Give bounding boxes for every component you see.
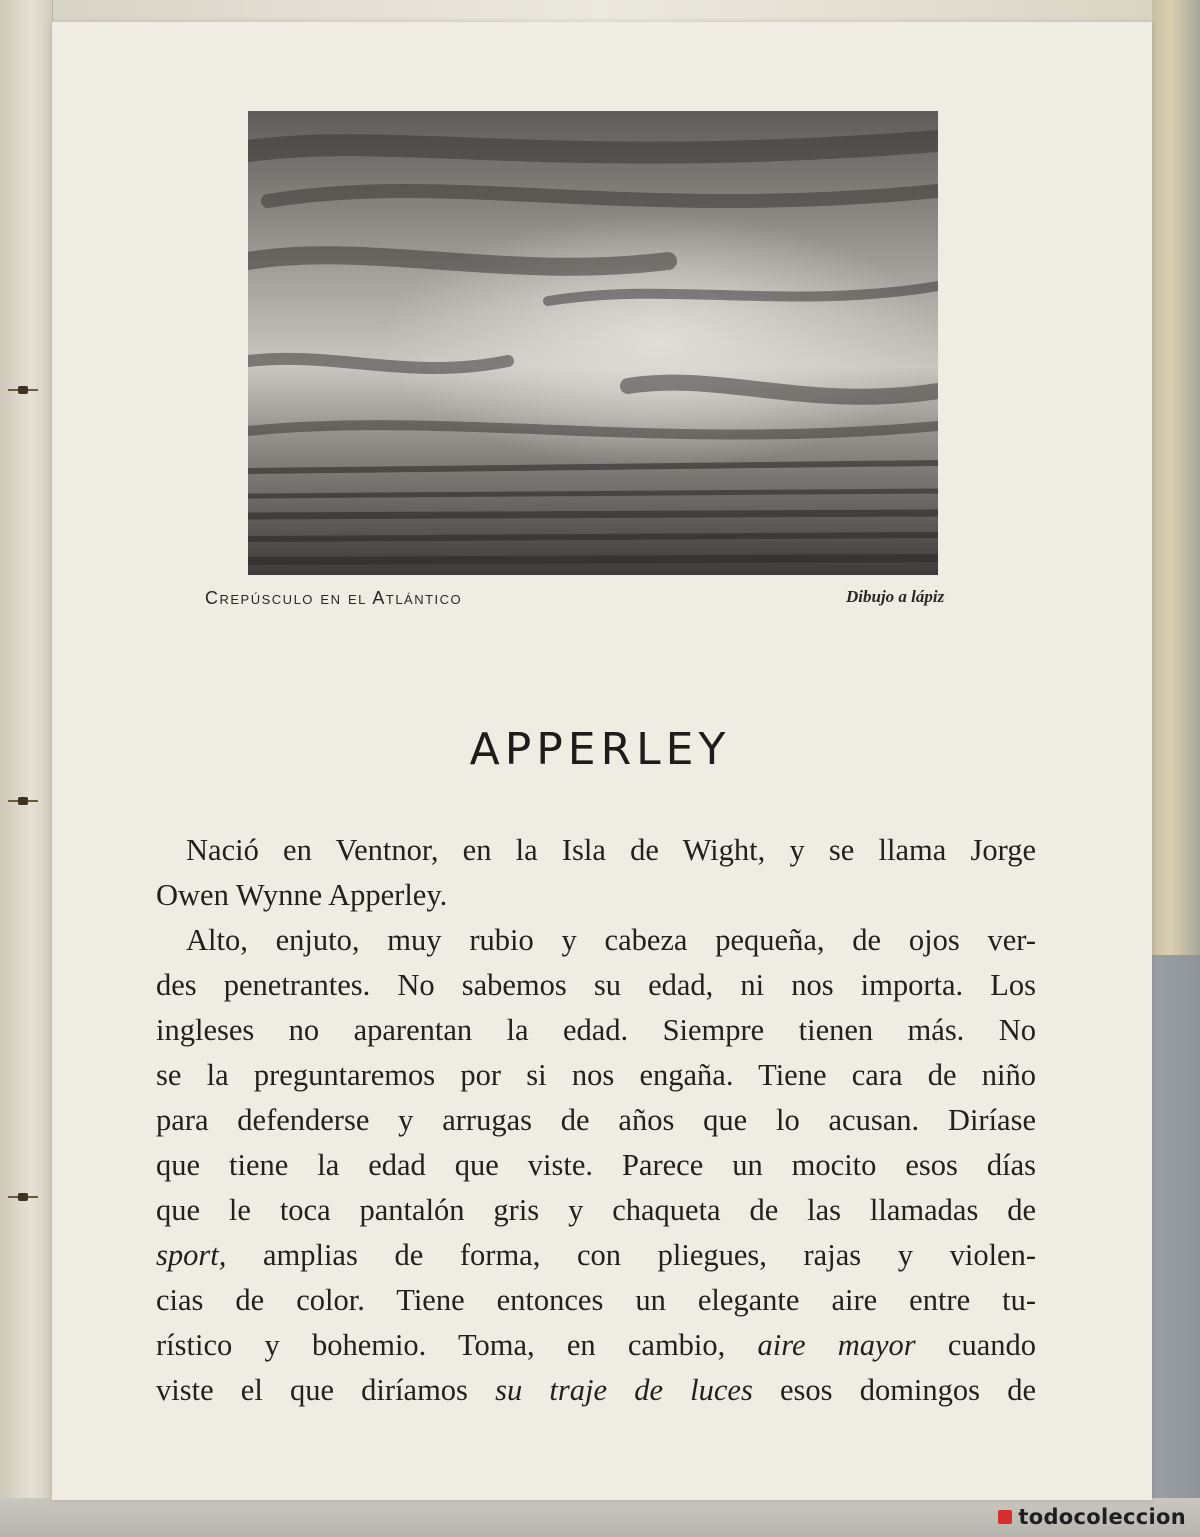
italic-word: sport, [156,1238,227,1272]
text-segment: esos domingos de [752,1373,1036,1407]
pencil-drawing-illustration [248,111,938,575]
binding-stitch [8,386,38,394]
text-line: que le toca pantalón gris y chaqueta de las llamadas de [156,1193,1036,1227]
site-watermark [998,1505,1186,1529]
text-segment: cuando [915,1328,1036,1362]
text-line: Alto, enjuto, muy rubio y cabeza pequeña, de ojos ver- [186,923,1036,957]
chapter-heading: APPERLEY [469,724,731,775]
text-line: se la preguntaremos por si nos engaña. Tiene cara de niño [156,1058,1036,1092]
text-line: que tiene la edad que viste. Parece un mocito esos días [156,1148,1036,1182]
text-segment: amplias de forma, con pliegues, rajas y violen- [226,1238,1036,1272]
text-line: des penetrantes. No sabemos su edad, ni nos importa. Los [156,968,1036,1002]
italic-phrase: su traje de luces [495,1373,753,1407]
italic-phrase: aire mayor [757,1328,916,1362]
text-segment: rístico y bohemio. Toma, en cambio, [156,1328,758,1362]
illustration-medium-caption: Dibujo a lápiz [846,587,945,606]
binding-stitch [8,797,38,805]
text-line: para defenderse y arrugas de años que lo acusan. Diríase [156,1103,1036,1137]
twilight-seascape-drawing [248,111,938,575]
text-segment: viste el que diríamos [156,1373,496,1407]
body-text [156,828,1036,1413]
text-line: Nació en Ventnor, en la Isla de Wight, y se llama Jorge [186,833,1036,867]
illustration-title-caption: Crepúsculo en el Atlántico [205,588,463,608]
text-line: cias de color. Tiene entonces un elegante aire entre tu- [156,1283,1036,1317]
background-surface [1152,955,1200,1537]
text-line [156,1233,1036,1278]
text-line [156,1323,1036,1368]
binding-stitch [8,1193,38,1201]
text-line: Owen Wynne Apperley. [156,878,448,912]
watermark-text: todocoleccion [1018,1505,1186,1529]
watermark-logo-icon [998,1510,1012,1524]
text-line: ingleses no aparentan la edad. Siempre tienen más. No [156,1013,1036,1047]
text-line [156,1368,1036,1413]
